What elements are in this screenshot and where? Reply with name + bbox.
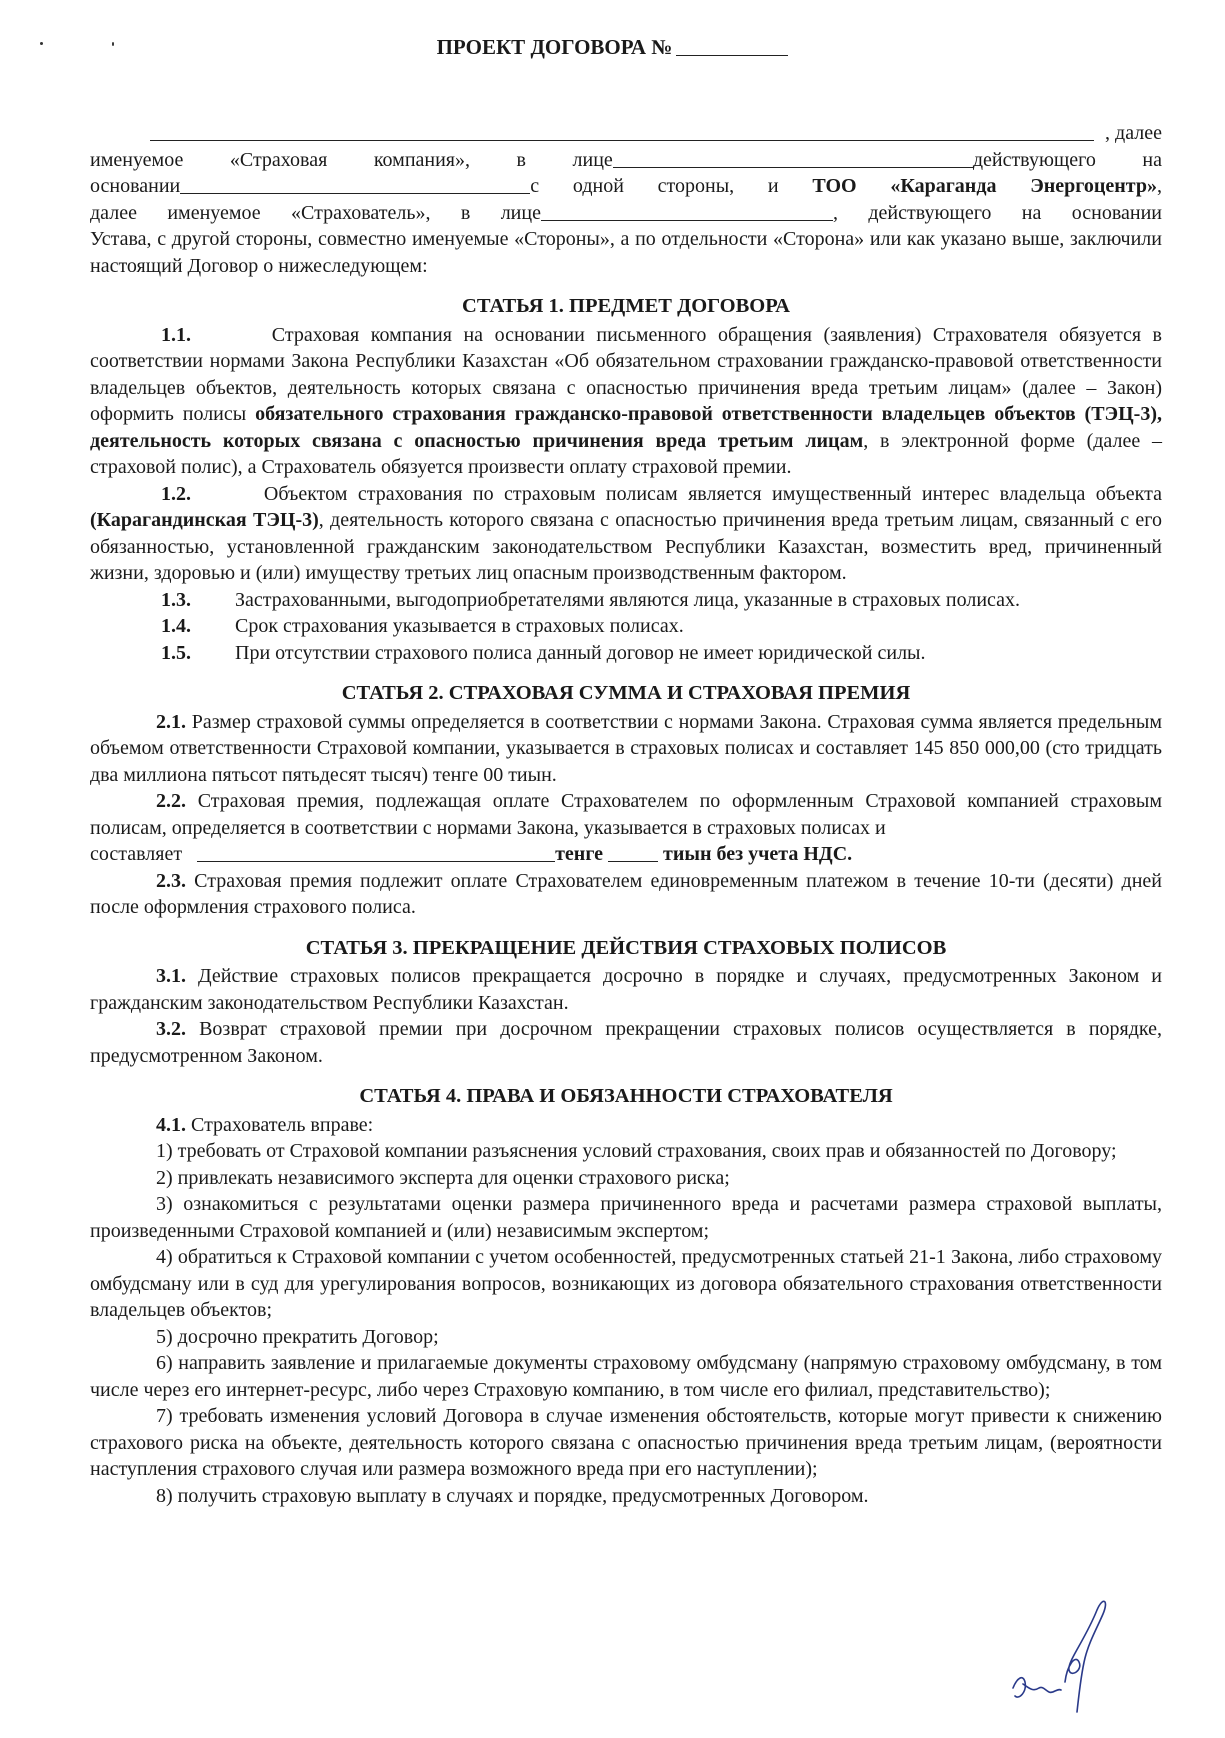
title-text: ПРОЕКТ ДОГОВОРА № [436, 35, 673, 59]
list-item: 3) ознакомиться с результатами оценки размера причиненного вреда и расчетами размера страховой выплаты, произведенными Страховой компанией и (или) независимым экспертом; [90, 1193, 1162, 1242]
clause-2-2 [90, 788, 1162, 841]
clause-text: Возврат страховой премии при досрочном прекращении страховых полисов осуществляется в порядке, предусмотренном Законом. [90, 1018, 1162, 1067]
basis-blank [180, 175, 530, 194]
clause-1-2 [90, 481, 1162, 587]
document-body [90, 120, 1162, 1509]
preamble-line-2 [90, 147, 1162, 174]
clause-number: 1.2. [161, 482, 191, 505]
clause-bold-text: тенге [555, 843, 604, 865]
clause-text: составляет [90, 843, 183, 865]
clause-number: 1.1. [161, 323, 191, 346]
clause-text: Страховая премия подлежит оплате Страхователем единовременным платежом в течение 10-ти (десяти) дней после оформления страхового полиса. [90, 869, 1162, 918]
clause-2-3 [90, 868, 1162, 921]
list-item: 7) требовать изменения условий Договора в случае изменения обстоятельств, которые могут привести к снижению страхового риска на объекте, деятельность которого связана с опасностью причинения вреда третьим лицам, (вероятности наступления страхового случая или размера возможного вреда при его наступлении); [90, 1405, 1162, 1480]
clause-1-5 [90, 640, 1162, 667]
clause-number: 2.3. [156, 869, 186, 892]
clause-number: 4.1. [156, 1113, 186, 1136]
preamble-text: , далее [1105, 122, 1162, 144]
list-item: 5) досрочно прекратить Договор; [156, 1325, 439, 1348]
handwritten-signature [1005, 1570, 1115, 1720]
clause-1-3 [90, 587, 1162, 614]
clause-2-2-amount-line [90, 841, 1162, 868]
clause-bold-text: обязательного страхования гражданско-правовой ответственности владельцев объектов (ТЭЦ-3), деятельность которых связана с опасностью причинения вреда третьим лицам [90, 403, 1162, 452]
clause-bold-text: (Карагандинская ТЭЦ-3) [90, 509, 319, 531]
clause-text: Срок страхования указывается в страховых полисах. [235, 615, 684, 637]
clause-text: Страховая компания на основании письменного обращения (заявления) Страхователя обязуется в соответствии нормами Закона Республики Казахстан «Об обязательном страховании гражданско-правовой ответственности владельцев объектов, деятельность которых связана с опасностью причинения вреда третьим лицам» (далее – Закон) оформить полисы [90, 323, 1163, 425]
article-2-heading: СТАТЬЯ 2. СТРАХОВАЯ СУММА И СТРАХОВАЯ ПРЕМИЯ [341, 682, 911, 704]
clause-text: Страховая премия, подлежащая оплате Страхователем по оформленным Страховой компанией страховым полисам, определяется в соответствии с нормами Закона, указывается в страховых полисах и [90, 790, 1162, 839]
clause-text: Размер страховой суммы определяется в соответствии с нормами Закона. Страховая сумма является предельным объемом ответственности Страховой компании, указывается в страховых полисах и составляет 145 850 000,00 (сто тридцать два миллиона пятьсот пятьдесят тысяч) тенге 00 тиын. [90, 710, 1162, 786]
clause-text: Действие страховых полисов прекращается досрочно в порядке и случаях, предусмотренных Законом и гражданским законодательством Республики Казахстан. [90, 965, 1162, 1014]
clause-number: 3.2. [156, 1018, 186, 1040]
policyholder-rep-blank [541, 202, 833, 221]
clause-3-1 [90, 963, 1162, 1016]
party-name-blank [150, 122, 1094, 141]
list-item: 6) направить заявление и прилагаемые документы страховому омбудсману (напрямую страховому омбудсману, в том числе через его интернет-ресурс, либо через Страховую компанию, в том числе его филиал, представительство); [90, 1352, 1162, 1401]
clause-text: При отсутствии страхового полиса данный договор не имеет юридической силы. [235, 641, 926, 664]
clause-text: Страхователь вправе: [186, 1113, 374, 1136]
list-item: 1) требовать от Страховой компании разъяснения условий страхования, своих прав и обязанностей по Договору; [156, 1140, 1117, 1162]
representative-blank [613, 149, 973, 168]
preamble-text: , действующего на основании [832, 201, 1162, 224]
clause-text: , деятельность которого связана с опасностью причинения вреда третьим лицам, связанный с его обязанностью, установленной гражданским законодательством Республики Казахстан, возместить вред, причиненный жизни, здоровью и (или) имуществу третьих лиц опасным производственным фактором. [90, 509, 1162, 584]
clause-number: 3.1. [156, 965, 186, 987]
premium-tiyn-blank [608, 843, 658, 862]
preamble-line-3 [90, 173, 1162, 200]
preamble-text: основании [90, 175, 181, 197]
policyholder-name: ТОО «Караганда Энергоцентр» [812, 175, 1157, 197]
clause-number: 2.2. [156, 790, 186, 812]
clause-4-1 [90, 1112, 1162, 1139]
preamble-line-1 [90, 120, 1162, 147]
clause-1-1 [90, 322, 1162, 481]
preamble-line-4 [90, 200, 1162, 227]
preamble-text: действующего на [972, 148, 1162, 171]
clause-1-4 [90, 613, 1162, 640]
preamble-paragraph: Устава, с другой стороны, совместно именуемые «Стороны», а по отдельности «Сторона» или как указано выше, заключили настоящий Договор о нижеследующем: [90, 228, 1162, 277]
list-item: 4) обратиться к Страховой компании с учетом особенностей, предусмотренных статьей 21-1 Закона, либо страховому омбудсману или в суд для урегулирования вопросов, возникающих из договора обязательного страхования ответственности владельцев объектов; [90, 1246, 1162, 1321]
list-item: 8) получить страховую выплату в случаях и порядке, предусмотренных Договором. [156, 1484, 869, 1507]
clause-number: 1.4. [161, 615, 191, 637]
document-title [0, 34, 1225, 61]
clause-number: 1.3. [161, 588, 191, 611]
contract-number-blank [676, 37, 788, 56]
clause-text: Объектом страхования по страховым полисам является имущественный интерес владельца объекта [263, 482, 1162, 505]
clause-2-1 [90, 709, 1162, 789]
clause-number: 1.5. [161, 641, 191, 664]
preamble-text: , [1157, 175, 1162, 197]
preamble-text: с одной стороны, и [530, 175, 813, 197]
article-4-heading: СТАТЬЯ 4. ПРАВА И ОБЯЗАННОСТИ СТРАХОВАТЕЛЯ [359, 1085, 893, 1107]
clause-text: , в электронной форме (далее – страховой полис), а Страхователь обязуется произвести оплату страховой премии. [90, 429, 1163, 478]
clause-3-2 [90, 1016, 1162, 1069]
list-item: 2) привлекать независимого эксперта для оценки страхового риска; [156, 1166, 730, 1189]
preamble-text: именуемое «Страховая компания», в лице [90, 148, 613, 171]
premium-amount-blank [197, 843, 555, 862]
article-1-heading: СТАТЬЯ 1. ПРЕДМЕТ ДОГОВОРА [462, 295, 790, 317]
clause-number: 2.1. [156, 710, 186, 733]
clause-bold-text: тиын без учета НДС. [663, 843, 853, 865]
preamble-text: далее именуемое «Страхователь», в лице [90, 201, 541, 224]
clause-text: Застрахованными, выгодоприобретателями являются лица, указанные в страховых полисах. [235, 588, 1021, 611]
article-3-heading: СТАТЬЯ 3. ПРЕКРАЩЕНИЕ ДЕЙСТВИЯ СТРАХОВЫХ ПОЛИСОВ [305, 936, 947, 959]
